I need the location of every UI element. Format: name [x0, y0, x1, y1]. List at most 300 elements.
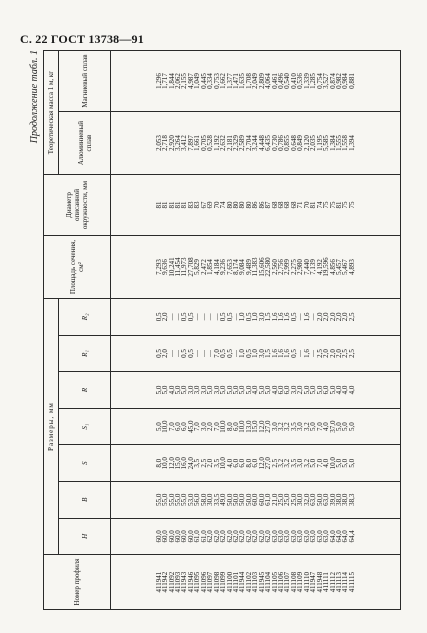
table-cell-H: 64,0 — [328, 530, 337, 543]
table-cell-S: 7,0 — [315, 458, 324, 468]
table-cell-R1: 2,5 — [341, 349, 350, 358]
table-cell-S: 6,0 — [238, 458, 247, 468]
table-cell-mg: 0,334 — [206, 73, 215, 89]
table-cell-H: 62,0 — [206, 530, 215, 543]
header-s: S — [59, 445, 111, 482]
table-cell-H: 62,0 — [244, 530, 253, 543]
table-cell-S: 5,0 — [334, 458, 343, 468]
table-cell-mg: 0,410 — [289, 73, 298, 89]
table-cell-R: 5,0 — [264, 385, 273, 395]
table-cell-R1: 0,5 — [154, 349, 163, 358]
table-cell-R: 4,0 — [334, 385, 343, 395]
table-cell-R1: 0,5 — [225, 349, 234, 358]
table-cell-S1: 5,0 — [341, 422, 350, 431]
table-body — [111, 51, 401, 610]
table-cell-R1: 3,0 — [257, 349, 266, 358]
table-cell-S: 6,0 — [251, 458, 260, 468]
table-cell-R2: 2,0 — [341, 312, 350, 322]
table-cell-d: 67 — [199, 201, 208, 209]
table-cell-area: 27,708 — [186, 257, 195, 277]
header-b: B — [59, 481, 111, 518]
table-cell-R2: — — [309, 313, 318, 321]
table-cell-mg: 1,296 — [154, 73, 163, 89]
table-cell-area: 5,457 — [334, 259, 343, 275]
table-cell-R2: 1,6 — [277, 312, 286, 322]
rotated-table-block — [29, 50, 401, 610]
table-cell-R1: 1,0 — [238, 349, 247, 358]
table-cell-area: 11,383 — [251, 257, 260, 277]
table-cell-no: 411944 — [238, 571, 247, 593]
table-cell-mg: 0,982 — [334, 73, 343, 89]
table-cell-S: 5,0 — [341, 458, 350, 468]
table-cell-S1: 3,2 — [302, 422, 311, 431]
table-cell-area: 9,489 — [244, 259, 253, 275]
table-cell-H: 63,0 — [309, 530, 318, 543]
header-mass-magnesium: Магниевый сплав — [59, 51, 111, 112]
table-cell-mg: 0,496 — [277, 73, 286, 89]
table-cell-d: 86 — [251, 201, 260, 209]
header-r: R — [59, 372, 111, 409]
table-cell-area: 7,440 — [302, 259, 311, 275]
table-cell-mg: 0,754 — [315, 73, 324, 89]
table-cell-S: 12,0 — [257, 457, 266, 470]
table-cell-H: 63,0 — [296, 530, 305, 543]
table-cell-B: 50,0 — [231, 493, 240, 506]
table-cell-R2: — — [199, 313, 208, 321]
table-cell-H: 61,0 — [193, 530, 202, 543]
table-cell-S1: 3,5 — [289, 422, 298, 431]
table-cell-mg: 0,540 — [283, 73, 292, 89]
table-cell-no: 411093 — [174, 571, 183, 593]
table-cell-R1: 0,5 — [180, 349, 189, 358]
header-mass-aluminium: Алюминиевый сплав — [59, 112, 111, 175]
column-h — [111, 518, 401, 555]
column-s1 — [111, 408, 401, 445]
table-cell-R1: 0,5 — [289, 349, 298, 358]
table-cell-no: 411101 — [231, 571, 240, 593]
table-cell-area: 9,084 — [238, 259, 247, 275]
table-cell-d: 74 — [219, 201, 228, 209]
table-cell-d: 81 — [309, 201, 318, 209]
table-cell-mg: 0,461 — [270, 73, 279, 89]
column-s — [111, 445, 401, 482]
table-cell-R: 5,0 — [154, 385, 163, 395]
table-cell-no: 411113 — [334, 571, 343, 593]
table-cell-S1: 6,0 — [174, 422, 183, 431]
table-cell-no: 411941 — [154, 571, 163, 593]
table-cell-al: 1,195 — [315, 135, 324, 151]
table-cell-al: 1,192 — [212, 135, 221, 151]
table-cell-H: 62,0 — [251, 530, 260, 543]
table-cell-al: 2,035 — [309, 135, 318, 151]
table-cell-S: 3,2 — [277, 458, 286, 468]
table-cell-S: 5,0 — [309, 458, 318, 468]
table-cell-no: 411114 — [341, 571, 350, 593]
table-cell-no: 411096 — [199, 571, 208, 593]
table-cell-B: 55,0 — [154, 493, 163, 506]
table-cell-no: 411098 — [212, 571, 221, 593]
table-cell-S1: 3,0 — [270, 422, 279, 431]
table-cell-R: 4,0 — [251, 385, 260, 395]
table-cell-mg: 1,471 — [231, 73, 240, 89]
table-cell-al: 2,053 — [154, 135, 163, 151]
table-cell-R1: — — [231, 349, 240, 357]
table-cell-S1: 3,0 — [199, 422, 208, 431]
table-cell-H: 62,0 — [219, 530, 228, 543]
header-h: H — [59, 518, 111, 555]
table-cell-d: 80 — [231, 201, 240, 209]
table-cell-R1: 2,0 — [328, 349, 337, 358]
table-cell-R2: 3,0 — [257, 312, 266, 322]
table-cell-mg: 0,445 — [199, 73, 208, 89]
table-cell-no: 411115 — [347, 571, 356, 593]
table-cell-H: 62,0 — [231, 530, 240, 543]
table-cell-S: 8,0 — [244, 458, 253, 468]
table-cell-H: 60,0 — [186, 530, 195, 543]
table-cell-S1: 8,0 — [225, 422, 234, 431]
table-cell-B: 49,0 — [219, 493, 228, 506]
table-cell-al: 6,435 — [264, 135, 273, 151]
table-cell-S1: 12,0 — [257, 420, 266, 433]
table-cell-R1: 1,5 — [264, 349, 273, 358]
table-cell-d: 74 — [315, 201, 324, 209]
table-cell-S: 15,0 — [174, 457, 183, 470]
table-cell-B: 50,0 — [244, 493, 253, 506]
table-cell-d: 81 — [334, 201, 343, 209]
table-cell-B: 58,0 — [199, 493, 208, 506]
table-cell-d: 81 — [174, 201, 183, 209]
table-cell-B: 56,0 — [193, 493, 202, 506]
table-cell-R: 3,0 — [186, 385, 195, 395]
table-cell-R: 5,0 — [257, 385, 266, 395]
table-cell-R1: — — [193, 349, 202, 357]
table-cell-al: 0,705 — [199, 135, 208, 151]
table-cell-d: 68 — [283, 201, 292, 209]
table-cell-B: 55,0 — [174, 493, 183, 506]
table-cell-R2: 1,6 — [302, 312, 311, 322]
table-cell-d: 68 — [270, 201, 279, 209]
table-cell-no: 411111 — [322, 572, 331, 593]
table-cell-S: 2,0 — [206, 458, 215, 468]
table-cell-S1: 7,0 — [212, 422, 221, 431]
table-cell-R: 3,0 — [193, 385, 202, 395]
table-cell-al: 1,661 — [193, 135, 202, 151]
table-cell-S1: 45,0 — [186, 420, 195, 433]
table-cell-no: 411102 — [244, 571, 253, 593]
table-cell-S: 16,0 — [180, 457, 189, 470]
table-cell-S: 2,5 — [199, 458, 208, 468]
table-cell-al: 2,329 — [231, 135, 240, 151]
table-cell-R: 5,0 — [328, 385, 337, 395]
table-cell-S1: 7,0 — [167, 422, 176, 431]
table-cell-al: 1,555 — [334, 135, 343, 151]
table-cell-B: 55,0 — [180, 493, 189, 506]
table-cell-no: 411109 — [296, 571, 305, 593]
table-cell-B: 38,3 — [347, 493, 356, 506]
table-cell-R1: 7,0 — [212, 349, 221, 358]
table-cell-H: 63,0 — [315, 530, 324, 543]
table-cell-R2: 2,0 — [334, 312, 343, 322]
table-cell-R: 5,0 — [315, 385, 324, 395]
table-cell-mg: 4,064 — [264, 73, 273, 89]
table-cell-B: 61,0 — [264, 493, 273, 506]
table-cell-no: 411103 — [251, 571, 260, 593]
table-cell-H: 64,0 — [334, 530, 343, 543]
table-cell-al: 2,920 — [167, 135, 176, 151]
table-cell-B: 55,0 — [167, 493, 176, 506]
table-cell-R1: 1,6 — [283, 349, 292, 358]
column-mass-magnesium — [111, 51, 401, 112]
table-cell-no: 411097 — [206, 571, 215, 593]
table-cell-B: 60,0 — [251, 493, 260, 506]
table-cell-R: 6,0 — [283, 385, 292, 395]
table-cell-no: 411945 — [257, 571, 266, 593]
table-cell-B: 21,0 — [270, 493, 279, 506]
table-cell-al: 0,730 — [270, 135, 279, 151]
table-cell-R2: 2,0 — [315, 312, 324, 322]
table-cell-R1: 1,0 — [251, 349, 260, 358]
column-r1 — [111, 335, 401, 372]
table-cell-area: 9,636 — [161, 259, 170, 275]
table-cell-d: 71 — [296, 201, 305, 209]
table-cell-d: 81 — [180, 201, 189, 209]
table-cell-area: 2,999 — [283, 259, 292, 275]
table-cell-H: 61,0 — [199, 530, 208, 543]
table-cell-S1: 7,0 — [315, 422, 324, 431]
table-cell-al: 2,120 — [302, 135, 311, 151]
table-cell-al: 0,855 — [283, 135, 292, 151]
table-cell-area: 2,756 — [277, 259, 286, 275]
table-cell-R2: — — [212, 313, 221, 321]
table-cell-H: 64,0 — [341, 530, 350, 543]
table-cell-R: 4,0 — [341, 385, 350, 395]
table-cell-area: 11,973 — [180, 257, 189, 277]
table-cell-R: 4,0 — [347, 385, 356, 395]
table-cell-H: 60,0 — [154, 530, 163, 543]
table-cell-R2: 0,5 — [154, 312, 163, 322]
table-cell-S: 10,0 — [161, 457, 170, 470]
table-cell-R2: 0,5 — [219, 312, 228, 322]
table-cell-R2: 2,0 — [161, 312, 170, 322]
table-cell-no: 411110 — [302, 571, 311, 593]
table-cell-B: 50,0 — [225, 493, 234, 506]
table-cell-R1: — — [199, 349, 208, 357]
table-cell-S: 24,0 — [186, 457, 195, 470]
table-cell-no: 411948 — [315, 571, 324, 593]
table-cell-S: 3,5 — [212, 458, 221, 468]
table-cell-mg: 1,049 — [193, 73, 202, 89]
table-cell-S: 10,0 — [328, 457, 337, 470]
table-cell-no: 411112 — [328, 571, 337, 593]
table-cell-area: 5,829 — [193, 259, 202, 275]
table-cell-R1: — — [309, 349, 318, 357]
table-cell-area: 5,467 — [341, 259, 350, 275]
table-cell-mg: 1,339 — [302, 73, 311, 89]
table-cell-S: 2,5 — [270, 458, 279, 468]
table-cell-al: 2,704 — [244, 135, 253, 151]
table-cell-S1: 10,0 — [161, 420, 170, 433]
table-cell-al: 2,632 — [219, 135, 228, 151]
table-cell-B: 25,0 — [277, 493, 286, 506]
table-cell-R: 4,0 — [167, 385, 176, 395]
table-cell-no: 411106 — [277, 571, 286, 593]
table-cell-area: 2,980 — [296, 259, 305, 275]
table-cell-B: 50,0 — [315, 493, 324, 506]
table-cell-R2: 0,5 — [244, 312, 253, 322]
table-cell-no: 411104 — [264, 571, 273, 593]
table-cell-S1: 15,0 — [251, 420, 260, 433]
table-cell-R: 5,0 — [309, 385, 318, 395]
table-cell-mg: 2,049 — [251, 73, 260, 89]
table-cell-mg: 0,881 — [347, 73, 356, 89]
table-cell-al: 0,528 — [206, 135, 215, 151]
table-cell-al: 2,181 — [225, 135, 234, 151]
table-cell-R1: 1,6 — [277, 349, 286, 358]
table-cell-R1: 2,0 — [322, 349, 331, 358]
table-cell-R2: 2,0 — [328, 312, 337, 322]
table-cell-al: 3,244 — [251, 135, 260, 151]
table-cell-B: 38,0 — [334, 493, 343, 506]
table-cell-area: 2,472 — [199, 259, 208, 275]
table-cell-no: 411942 — [161, 571, 170, 593]
table-cell-B: 63,0 — [322, 493, 331, 506]
table-cell-H: 63,0 — [302, 530, 311, 543]
table-cell-d: 81 — [167, 201, 176, 209]
table-cell-S: 3,2 — [302, 458, 311, 468]
table-cell-B: 33,5 — [212, 493, 221, 506]
table-cell-S1: 27,0 — [264, 420, 273, 433]
table-cell-B: 32,0 — [302, 493, 311, 506]
table-cell-S1: 13,0 — [244, 420, 253, 433]
table-cell-R: 5,0 — [238, 385, 247, 395]
table-cell-R1: — — [296, 349, 305, 357]
column-profile-no — [111, 555, 401, 610]
table-cell-no: 411108 — [289, 571, 298, 593]
table-cell-S: 5,0 — [347, 458, 356, 468]
table-cell-R: 5,0 — [174, 385, 183, 395]
table-cell-mg: 1,285 — [309, 73, 318, 89]
table-cell-d: 70 — [302, 201, 311, 209]
table-cell-al: 0,648 — [289, 135, 298, 151]
table-cell-B: 63,0 — [309, 493, 318, 506]
table-cell-R2: 0,5 — [225, 312, 234, 322]
table-cell-d: 75 — [328, 201, 337, 209]
table-cell-R1: 2,0 — [334, 349, 343, 358]
table-cell-H: 63,0 — [283, 530, 292, 543]
table-cell-H: 63,0 — [289, 530, 298, 543]
table-cell-R2: 1,6 — [270, 312, 279, 322]
table-cell-R2: 1,0 — [238, 312, 247, 322]
table-cell-al: 2,718 — [161, 135, 170, 151]
table-cell-R1: 1,6 — [302, 349, 311, 358]
table-cell-R: 5,0 — [219, 385, 228, 395]
column-mass-aluminium — [111, 112, 401, 175]
table-cell-R: 5,0 — [206, 385, 215, 395]
table-cell-S: 6,0 — [231, 458, 240, 468]
table-cell-H: 64,4 — [347, 530, 356, 543]
table-cell-S1: 10,0 — [219, 420, 228, 433]
table-cell-al: 3,412 — [180, 135, 189, 151]
table-cell-S1: 4,0 — [322, 422, 331, 431]
table-cell-area: 4,893 — [347, 259, 356, 275]
table-cell-d: 81 — [154, 201, 163, 209]
table-cell-al: 1,394 — [347, 135, 356, 151]
table-cell-area: 11,454 — [174, 257, 183, 277]
table-cell-d: 80 — [238, 201, 247, 209]
table-cell-R1: — — [167, 349, 176, 357]
table-cell-R2: — — [193, 313, 202, 321]
table-cell-al: 0,786 — [277, 135, 286, 151]
table-cell-H: 60,0 — [161, 530, 170, 543]
header-dimensions-group: Размеры, мм — [44, 299, 59, 555]
table-cell-al: 1,558 — [341, 135, 350, 151]
table-cell-R2: 1,6 — [283, 312, 292, 322]
table-cell-B: 50,0 — [238, 493, 247, 506]
table-cell-area: 8,174 — [231, 259, 240, 275]
table-cell-B: 53,0 — [186, 493, 195, 506]
table-continuation-label: Продолжение табл. 1 — [29, 50, 40, 144]
table-cell-S: 8,0 — [154, 458, 163, 468]
table-cell-d: 75 — [341, 201, 350, 209]
table-cell-d: 80 — [225, 201, 234, 209]
table-cell-R: 2,0 — [296, 385, 305, 395]
table-cell-R1: 2,5 — [315, 349, 324, 358]
table-cell-S1: 5,0 — [154, 422, 163, 431]
table-cell-R: 5,0 — [180, 385, 189, 395]
table-cell-no: 411100 — [225, 571, 234, 593]
table-cell-S: 4,0 — [322, 458, 331, 468]
table-cell-mg: 3,527 — [322, 73, 331, 89]
table-cell-R2: — — [167, 313, 176, 321]
table-cell-R1: — — [174, 349, 183, 357]
table-cell-S: 12,0 — [167, 457, 176, 470]
table-cell-B: 60,0 — [257, 493, 266, 506]
table-cell-mg: 1,662 — [219, 73, 228, 89]
table-cell-H: 62,0 — [264, 530, 273, 543]
table-cell-R2: 0,5 — [180, 312, 189, 322]
column-r — [111, 372, 401, 409]
table-cell-S: 3,0 — [296, 458, 305, 468]
table-cell-R2: 1,5 — [264, 312, 273, 322]
table-cell-S1: 3,2 — [283, 422, 292, 431]
table-cell-mg: 0,753 — [212, 73, 221, 89]
table-cell-no: 411943 — [180, 571, 189, 593]
header-mass-group: Теоретическая масса 1 м, кг — [44, 51, 59, 175]
table-cell-B: 30,0 — [296, 493, 305, 506]
table-cell-mg: 0,536 — [296, 73, 305, 89]
table-cell-R2: 2,5 — [347, 312, 356, 322]
header-r1: R₁ — [59, 335, 111, 372]
table-cell-area: 15,606 — [257, 257, 266, 277]
table-cell-S1: 7,0 — [193, 422, 202, 431]
table-cell-mg: 0,984 — [341, 73, 350, 89]
table-cell-S1: 5,0 — [309, 422, 318, 431]
table-header — [44, 51, 111, 610]
table-cell-S1: 6,0 — [231, 422, 240, 431]
table-cell-B: 25,0 — [289, 493, 298, 506]
table-cell-mg: 1,717 — [161, 73, 170, 89]
table-cell-d: 80 — [244, 201, 253, 209]
header-area: Площадь сечения, см² — [44, 236, 111, 299]
table-cell-mg: 4,987 — [186, 73, 195, 89]
table-cell-no: 411092 — [167, 571, 176, 593]
table-cell-R1: 1,6 — [270, 349, 279, 358]
table-cell-S1: 3,2 — [277, 422, 286, 431]
table-cell-d: 83 — [186, 201, 195, 209]
table-cell-S1: 3,0 — [296, 422, 305, 431]
table-cell-S1: 10,0 — [238, 420, 247, 433]
table-cell-B: 25,0 — [283, 493, 292, 506]
